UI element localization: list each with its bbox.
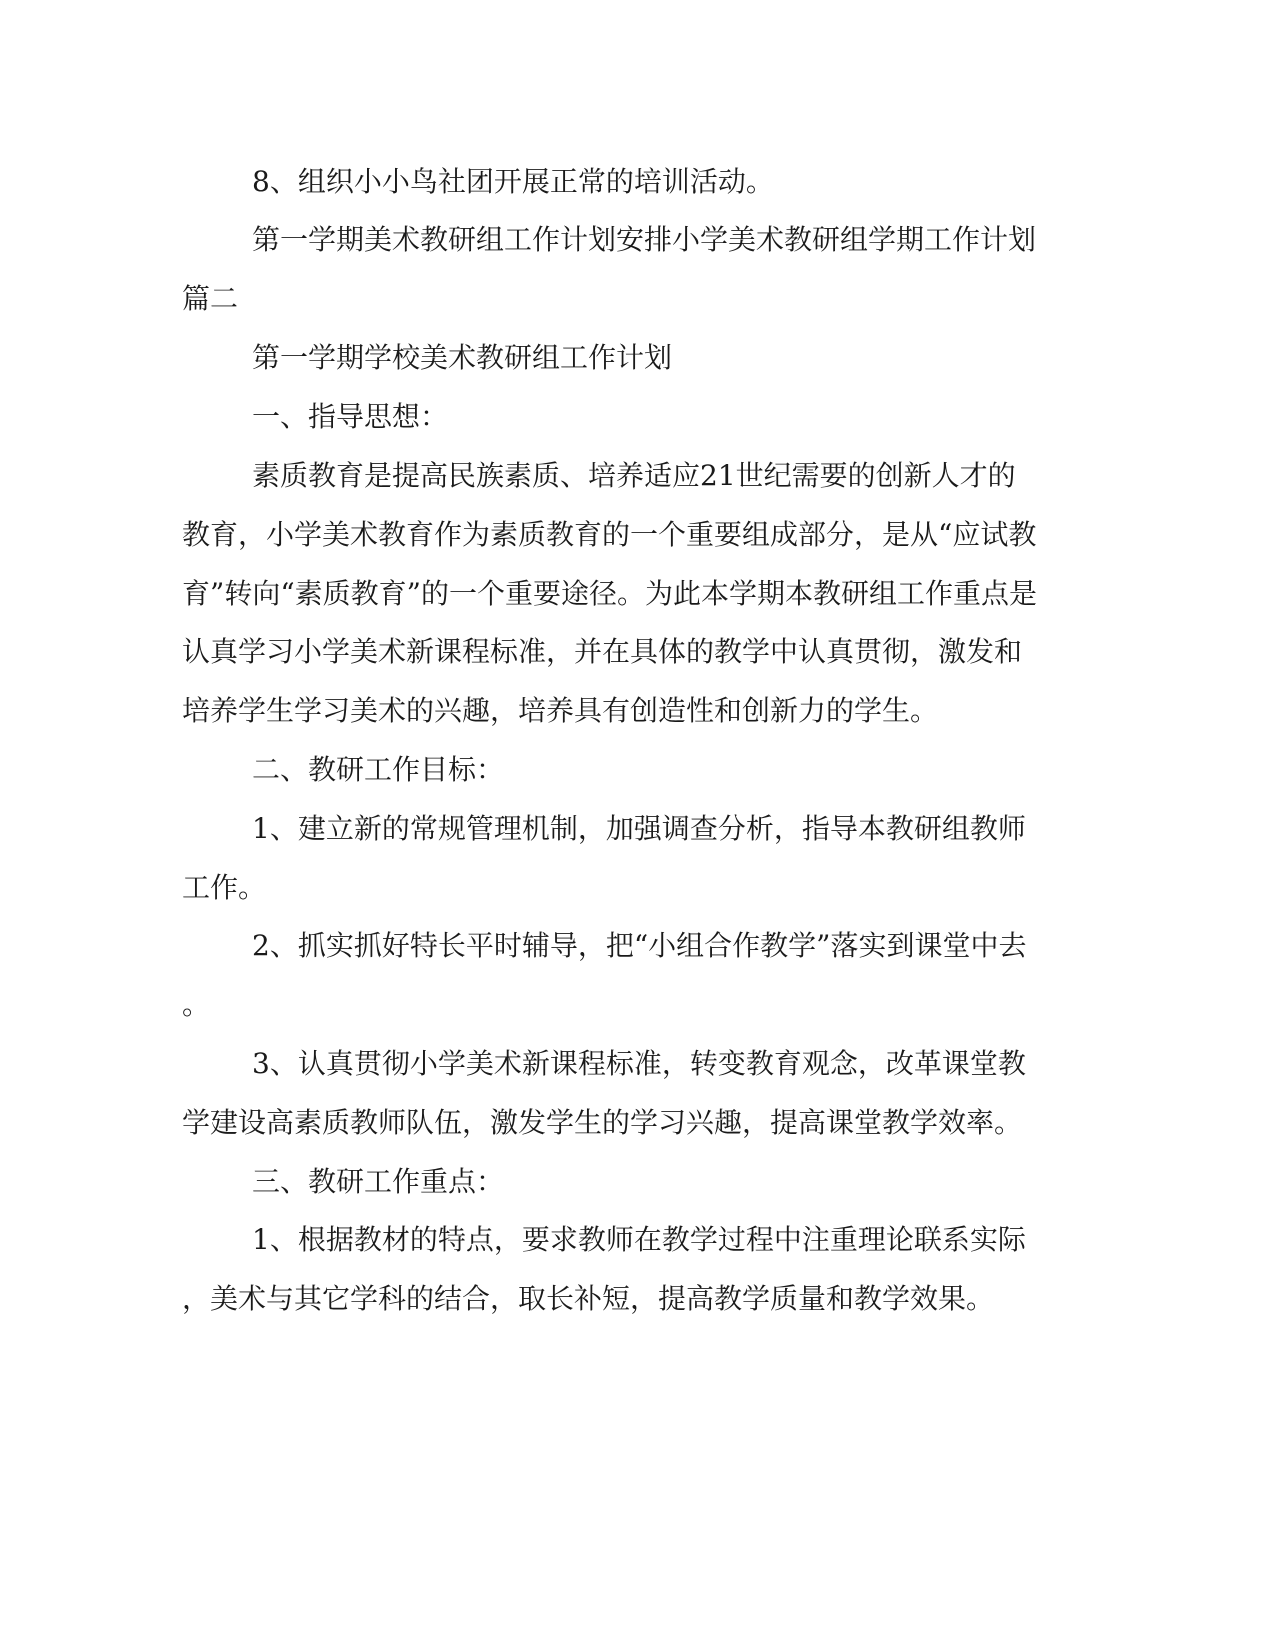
list-item: 3、认真贯彻小学美术新课程标准，转变教育观念，改革课堂教 (252, 1047, 1026, 1080)
paragraph-title-line: 篇二 (182, 282, 239, 315)
list-item-continued: 学建设高素质教师队伍，激发学生的学习兴趣，提高课堂教学效率。 (182, 1106, 1023, 1139)
paragraph-line: 育”转向“素质教育”的一个重要途径。为此本学期本教研组工作重点是 (182, 577, 1037, 610)
paragraph-line: 教育，小学美术教育作为素质教育的一个重要组成部分，是从“应试教 (182, 518, 1037, 551)
section-title: 第一学期学校美术教研组工作计划 (252, 341, 673, 374)
paragraph-line: 认真学习小学美术新课程标准，并在具体的教学中认真贯彻，激发和 (182, 635, 1023, 668)
list-item-continued: 工作。 (182, 871, 267, 904)
list-item: 1、根据教材的特点，要求教师在教学过程中注重理论联系实际 (252, 1223, 1026, 1256)
heading-guiding-thought: 一、指导思想： (252, 400, 449, 433)
paragraph-item-8: 8、组织小小鸟社团开展正常的培训活动。 (252, 165, 774, 198)
paragraph-title-line: 第一学期美术教研组工作计划安排小学美术教研组学期工作计划 (252, 223, 1037, 256)
paragraph-line: 素质教育是提高民族素质、培养适应21世纪需要的创新人才的 (252, 459, 1016, 492)
list-item-continued: ，美术与其它学科的结合，取长补短，提高教学质量和教学效果。 (182, 1282, 995, 1315)
list-item: 1、建立新的常规管理机制，加强调查分析，指导本教研组教师 (252, 812, 1026, 845)
paragraph-line: 培养学生学习美术的兴趣，培养具有创造性和创新力的学生。 (182, 694, 939, 727)
list-item-continued: 。 (182, 988, 211, 1021)
list-item: 2、抓实抓好特长平时辅导，把“小组合作教学”落实到课堂中去 (252, 929, 1027, 962)
heading-research-focus: 三、教研工作重点： (252, 1165, 505, 1198)
heading-research-goals: 二、教研工作目标： (252, 753, 505, 786)
